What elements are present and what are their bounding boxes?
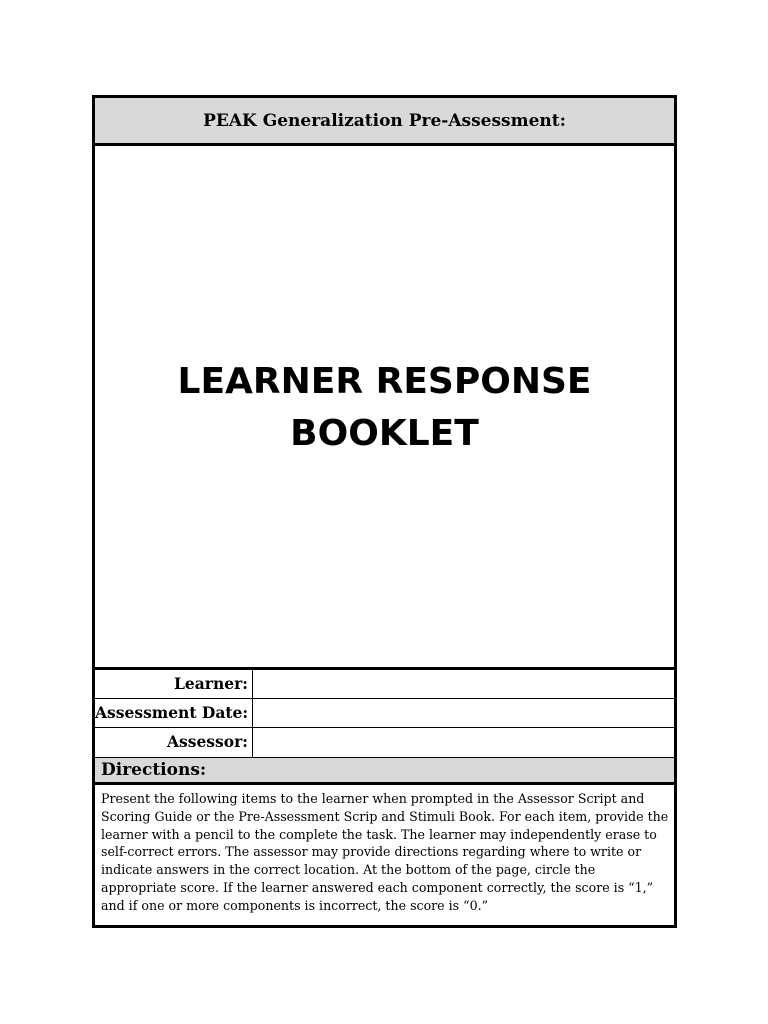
title-area — [95, 146, 674, 670]
assessment-date-label: Assessment Date: — [95, 699, 253, 727]
learner-row — [95, 670, 674, 699]
assessment-date-row — [95, 699, 674, 728]
directions-line: self-correct errors. The assessor may provide directions regarding where to write or — [101, 844, 642, 860]
booklet-title-line-1: LEARNER RESPONSE — [177, 360, 592, 402]
directions-line: Present the following items to the learner when prompted in the Assessor Script and — [101, 791, 645, 806]
info-table — [95, 670, 674, 756]
booklet-cover-page — [92, 95, 677, 928]
learner-label: Learner: — [95, 670, 253, 698]
directions-line: learner with a pencil to the complete the task. The learner may independently erase to — [101, 826, 657, 842]
booklet-title-line-2: BOOKLET — [290, 412, 479, 454]
directions-heading: Directions: — [95, 757, 674, 785]
assessment-date-field[interactable] — [253, 699, 674, 727]
header-bar — [95, 98, 674, 146]
directions-text — [95, 790, 674, 915]
assessor-label: Assessor: — [95, 728, 253, 757]
directions-line: appropriate score. If the learner answered each component correctly, the score is “1,” — [101, 879, 654, 895]
directions-line: Scoring Guide or the Pre-Assessment Scrip and Stimuli Book. For each item, provide the — [101, 808, 669, 824]
assessor-row — [95, 728, 674, 757]
assessor-field[interactable] — [253, 728, 674, 757]
learner-field[interactable] — [253, 670, 674, 698]
directions-line: indicate answers in the correct location. At the bottom of the page, circle the — [101, 862, 596, 878]
directions-line: and if one or more components is incorrect, the score is “0.” — [101, 897, 489, 913]
header-title: PEAK Generalization Pre-Assessment: — [203, 110, 566, 131]
